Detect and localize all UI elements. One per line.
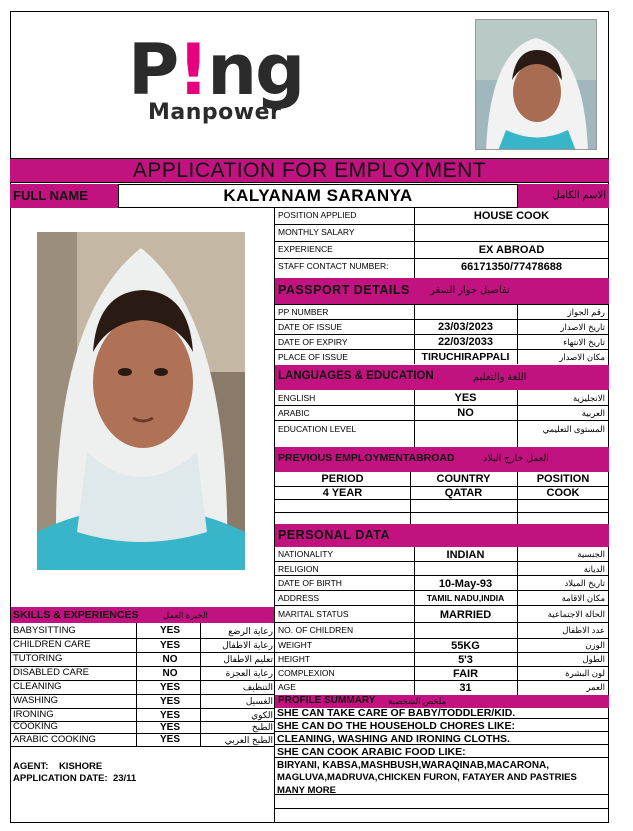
- issue-place-value: TIRUCHIRAPPALI: [421, 351, 510, 363]
- position-value: HOUSE COOK: [473, 210, 550, 222]
- pp-number-arabic: رقم الجواز: [567, 307, 605, 317]
- agent-value: KISHORE: [58, 761, 103, 772]
- full-name-value: KALYANAM SARANYA: [118, 184, 518, 208]
- arabic-label: ARABIC: [278, 408, 310, 418]
- previous-employment-title: PREVIOUS EMPLOYMENTABROAD: [278, 452, 455, 464]
- issue-place-arabic: مكان الاصدار: [559, 352, 605, 362]
- age-label: AGE: [278, 682, 296, 692]
- passport-title-arabic: تفاصيل جواز السفر: [430, 285, 510, 296]
- grid-line: [11, 746, 274, 747]
- expiry-date-arabic: تاريخ الانتهاء: [563, 337, 605, 347]
- nationality-arabic: الجنسية: [577, 549, 605, 559]
- weight-label: WEIGHT: [278, 640, 312, 650]
- application-date-line: [13, 773, 136, 784]
- address-arabic: مكان الاقامة: [561, 593, 605, 603]
- marital-value: MARRIED: [439, 609, 492, 621]
- issue-place-label: PLACE OF ISSUE: [278, 352, 348, 362]
- previous-position-value: COOK: [546, 487, 580, 499]
- form-title: APPLICATION FOR EMPLOYMENT: [10, 159, 609, 183]
- children-label: NO. OF CHILDREN: [278, 625, 354, 635]
- children-arabic: عدد الاطفال: [562, 625, 605, 635]
- skills-section-header: [11, 607, 274, 623]
- skill-value: YES: [159, 734, 180, 745]
- weight-value: 55KG: [451, 640, 480, 652]
- profile-summary-title-arabic: ملخص الشخصية: [388, 696, 447, 706]
- skill-value: YES: [159, 625, 180, 636]
- religion-arabic: الديانة: [583, 564, 605, 574]
- religion-label: RELIGION: [278, 564, 319, 574]
- pp-number-label: PP NUMBER: [278, 307, 329, 317]
- personal-data-title: PERSONAL DATA: [278, 528, 391, 542]
- passport-title: PASSPORT DETAILS: [278, 283, 410, 297]
- skill-value: NO: [162, 668, 178, 679]
- dob-label: DATE OF BIRTH: [278, 578, 342, 588]
- english-arabic: الانجليزية: [572, 393, 605, 403]
- height-label: HEIGHT: [278, 654, 311, 664]
- experience-value: EX ABROAD: [478, 244, 545, 256]
- grid-line: [274, 808, 609, 809]
- nationality-label: NATIONALITY: [278, 549, 334, 559]
- header-photo: [475, 19, 597, 150]
- skill-value: YES: [159, 696, 180, 707]
- arabic-value: NO: [457, 407, 474, 419]
- marital-label: MARITAL STATUS: [278, 609, 349, 619]
- passport-section-header: [275, 278, 609, 304]
- applicant-photo: [37, 232, 245, 570]
- grid-line: [136, 623, 137, 746]
- skill-arabic: رعاية العجزة: [225, 668, 273, 678]
- complexion-arabic: لون البشرة: [565, 668, 605, 678]
- position-label: POSITION APPLIED: [278, 210, 357, 220]
- marital-arabic: الحالة الاجتماعية: [547, 609, 605, 619]
- complexion-value: FAIR: [452, 668, 479, 680]
- skill-label: ARABIC COOKING: [13, 734, 96, 745]
- skill-arabic: الغسيل: [245, 696, 273, 706]
- salary-label: MONTHLY SALARY: [278, 227, 355, 237]
- height-arabic: الطول: [582, 654, 605, 664]
- full-name-arabic: الاسم الكامل: [518, 184, 609, 208]
- logo-subtitle: Manpower: [148, 100, 282, 125]
- skill-label: COOKING: [13, 721, 58, 732]
- skill-arabic: الطبخ العربي: [224, 735, 273, 745]
- previous-employment-header: [275, 447, 609, 472]
- expiry-date-value: 22/03/2033: [437, 336, 494, 348]
- skill-value: YES: [159, 640, 180, 651]
- skill-label: IRONING: [13, 709, 54, 720]
- application-date-label: APPLICATION DATE:: [13, 773, 108, 784]
- languages-title-arabic: اللغة والتعليم: [473, 372, 527, 383]
- issue-date-label: DATE OF ISSUE: [278, 322, 343, 332]
- skill-arabic: رعاية الرضع: [228, 626, 273, 636]
- skill-value: YES: [159, 682, 180, 693]
- skill-label: WASHING: [13, 695, 59, 706]
- period-value: 4 YEAR: [322, 487, 363, 499]
- profile-line: SHE CAN DO THE HOUSEHOLD CHORES LIKE:: [277, 720, 516, 732]
- nationality-value: INDIAN: [446, 549, 485, 561]
- profile-line: MANY MORE: [277, 785, 336, 796]
- full-name-row: [10, 184, 609, 208]
- skill-label: TUTORING: [13, 653, 63, 664]
- profile-line: SHE CAN TAKE CARE OF BABY/TODDLER/KID.: [277, 707, 516, 719]
- english-label: ENGLISH: [278, 393, 316, 403]
- skill-value: NO: [162, 654, 178, 665]
- address-label: ADDRESS: [278, 593, 320, 603]
- full-name-label: FULL NAME: [10, 184, 118, 208]
- profile-line: CLEANING, WASHING AND IRONING CLOTHS.: [277, 733, 510, 745]
- skill-arabic: الكوي: [251, 710, 273, 720]
- skill-arabic: التنظيف: [242, 682, 273, 692]
- period-header: PERIOD: [321, 473, 364, 485]
- skill-value: YES: [159, 710, 180, 721]
- skill-label: CLEANING: [13, 681, 62, 692]
- skill-value: YES: [159, 722, 180, 733]
- profile-line: MAGLUVA,MADRUVA,CHICKEN FURON, FATAYER AND PASTRIES: [277, 772, 577, 783]
- expiry-date-label: DATE OF EXPIRY: [278, 337, 348, 347]
- age-arabic: العمر: [586, 682, 605, 692]
- education-arabic: المستوى التعليمي: [542, 424, 605, 434]
- english-value: YES: [454, 392, 477, 404]
- education-label: EDUCATION LEVEL: [278, 424, 357, 434]
- profile-line: SHE CAN COOK ARABIC FOOD LIKE:: [277, 746, 466, 758]
- languages-section-header: [275, 365, 609, 390]
- height-value: 5'3: [458, 654, 473, 666]
- agent-label: AGENT:: [13, 761, 49, 772]
- skill-arabic: تعليم الاطفال: [223, 654, 273, 664]
- position-header: POSITION: [536, 473, 590, 485]
- contact-value: 66171350/77478688: [461, 261, 562, 273]
- logo-wordmark: P!ng: [128, 29, 304, 111]
- languages-title: LANGUAGES & EDUCATION: [278, 370, 434, 382]
- profile-summary-title: PROFILE SUMMARY: [278, 695, 376, 706]
- personal-data-header: [275, 524, 609, 547]
- arabic-arabic: العربية: [581, 408, 605, 418]
- application-date-value: 23/11: [112, 773, 137, 784]
- company-logo: [128, 30, 408, 130]
- grid-line: [274, 512, 609, 513]
- age-value: 31: [459, 682, 472, 694]
- complexion-label: COMPLEXION: [278, 668, 335, 678]
- skill-arabic: رعاية الاطفال: [222, 640, 273, 650]
- dob-value: 10-May-93: [438, 578, 493, 590]
- contact-label: STAFF CONTACT NUMBER:: [278, 261, 389, 271]
- skill-label: BABYSITTING: [13, 625, 76, 636]
- agent-line: [13, 761, 102, 772]
- address-value: TAMIL NADU,INDIA: [426, 593, 505, 603]
- profile-line: BIRYANI, KABSA,MASHBUSH,WARAQINAB,MACARONA,: [277, 760, 550, 771]
- skills-title-arabic: الخبرة العمل: [163, 610, 208, 620]
- previous-employment-title-arabic: العمل خارج البلاد: [483, 453, 549, 464]
- skill-label: DISABLED CARE: [13, 667, 90, 678]
- skills-title: SKILLS & EXPERIENCES: [13, 609, 139, 621]
- experience-label: EXPERIENCE: [278, 244, 333, 254]
- country-header: COUNTRY: [436, 473, 491, 485]
- skill-label: CHILDREN CARE: [13, 639, 91, 650]
- issue-date-value: 23/03/2023: [437, 321, 494, 333]
- issue-date-arabic: تاريخ الاصدار: [560, 322, 605, 332]
- dob-arabic: تاريخ الميلاد: [564, 578, 605, 588]
- weight-arabic: الوزن: [585, 640, 605, 650]
- skill-arabic: الطبخ: [251, 722, 273, 732]
- country-value: QATAR: [444, 487, 483, 499]
